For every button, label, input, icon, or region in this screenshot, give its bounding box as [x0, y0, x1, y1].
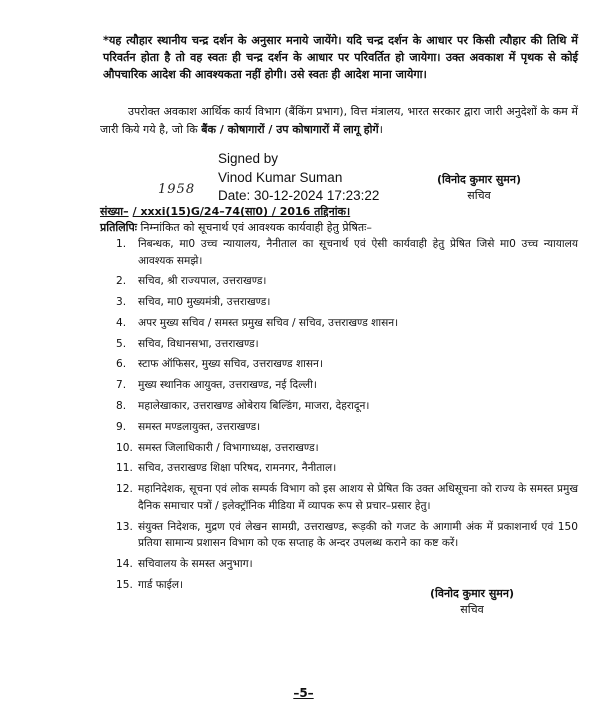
item-text: महानिदेशक, सूचना एवं लोक सम्पर्क विभाग को इस आशय से प्रेषित कि उक्त अधिसूचना को राज्य के समस्त प्रमुख दैनिक समाचार पत्रों / इलेक्ट्रॉनिक मीडिया में व्यापक रूप से प्रचार–प्रसार हेतु।	[138, 483, 578, 512]
item-number: 10.	[116, 441, 133, 454]
festival-note: *यह त्यौहार स्थानीय चन्द्र दर्शन के अनुसार मनाये जायेंगे। यदि चन्द्र दर्शन के आधार पर किसी त्यौहार की तिथि में परिवर्तन होता है तो वह स्वतः ही चन्द्र दर्शन के आधार पर परिवर्तित हो जायेगा। उक्त अवकाश में पृथक से कोई औपचारिक आदेश की आवश्यकता नहीं होगी। उसे स्वतः ही आदेश माना जायेगा।	[103, 34, 578, 81]
item-number: 14.	[116, 557, 133, 570]
item-text: स्टाफ ऑफिसर, मुख्य सचिव, उत्तराखण्ड शासन।	[138, 358, 323, 371]
paragraph-bold-text: बैंक / कोषागारों / उप कोषागारों में लागू होगें	[201, 123, 379, 136]
item-text: सचिव, श्री राज्यपाल, उत्तराखण्ड।	[138, 275, 267, 288]
list-item	[100, 481, 578, 514]
item-number: 5.	[116, 337, 127, 350]
item-number: 4.	[116, 316, 127, 329]
list-item	[100, 419, 578, 436]
paragraph-end: ।	[378, 123, 383, 136]
signatory-name: (विनोद कुमार सुमन)	[437, 173, 521, 186]
item-number: 7.	[116, 379, 127, 392]
item-number: 2.	[116, 275, 127, 288]
list-item	[100, 556, 578, 573]
list-item	[100, 460, 578, 477]
item-text: सचिव, विधानसभा, उत्तराखण्ड।	[138, 337, 259, 350]
item-text: महालेखाकार, उत्तराखण्ड ओबेराय बिल्डिंग, माजरा, देहरादून।	[138, 400, 370, 413]
item-number: 11.	[116, 462, 133, 475]
signed-by-label: Signed by	[218, 151, 279, 166]
reference-number: / xxxi(15)G/24–74(सा0) / 2016 तद्दिनांक।	[132, 205, 351, 218]
item-text: सचिव, मा0 मुख्यमंत्री, उत्तराखण्ड।	[138, 296, 271, 309]
copy-to-text: निम्नांकित को सूचनार्थ एवं आवश्यक कार्यवाही हेतु प्रेषितः–	[140, 221, 372, 234]
item-text: सचिव, उत्तराखण्ड शिक्षा परिषद, रामनगर, नैनीताल।	[138, 462, 337, 475]
list-item	[100, 356, 578, 373]
reference-label: संख्या–	[100, 205, 129, 218]
item-number: 13.	[116, 520, 133, 533]
list-item	[100, 377, 578, 394]
list-item	[100, 315, 578, 332]
handwritten-dispatch-number: 1958	[158, 182, 196, 197]
instruction-paragraph	[100, 103, 578, 139]
list-item	[100, 294, 578, 311]
list-item	[100, 519, 578, 552]
item-text: मुख्य स्थानिक आयुक्त, उत्तराखण्ड, नई दिल्ली।	[138, 379, 317, 392]
signatory-designation: सचिव	[467, 189, 491, 202]
list-item	[100, 273, 578, 290]
page-number-text: –5–	[293, 686, 314, 700]
item-text: संयुक्त निदेशक, मुद्रण एवं लेखन सामग्री, उत्तराखण्ड, रूड़की को गजट के आगामी अंक में प्रकाशनार्थ एवं 150 प्रतिया सामान्य प्रशासन विभाग को एक सप्ताह के अन्दर उपलब्ध कराने का कष्ट करें।	[138, 520, 578, 550]
signature-date: Date: 30-12-2024 17:23:22	[218, 188, 380, 203]
signatory-block-bottom	[407, 586, 537, 618]
signatory-block-top	[414, 172, 544, 204]
list-item	[100, 336, 578, 353]
digital-signature	[218, 150, 379, 206]
reference-line	[100, 204, 570, 220]
item-number: 9.	[116, 420, 127, 433]
item-text: समस्त मण्डलायुक्त, उत्तराखण्ड।	[138, 420, 261, 433]
item-number: 1.	[116, 238, 127, 250]
item-text: निबन्धक, मा0 उच्च न्यायालय, नैनीताल का सूचनार्थ एवं ऐसी कार्यवाही हेतु प्रेषित जिसे मा0 उच्च न्यायालय आवश्यक समझे।	[138, 238, 578, 267]
list-item	[100, 398, 578, 415]
item-text: गार्ड फाईल।	[138, 578, 184, 591]
recipient-list	[100, 236, 578, 597]
page-number	[0, 686, 607, 700]
item-text: समस्त जिलाधिकारी / विभागाध्यक्ष, उत्तराखण्ड।	[138, 441, 319, 454]
item-number: 3.	[116, 296, 127, 309]
item-number: 6.	[116, 358, 127, 371]
item-text: सचिवालय के समस्त अनुभाग।	[138, 557, 253, 570]
paragraph-text: उपरोक्त अवकाश आर्थिक कार्य विभाग (बैंकिंग प्रभाग), वित्त मंत्रालय, भारत सरकार द्वारा जारी अनुदेशों के कम में जारी किये गये है, जो कि	[100, 105, 578, 136]
item-number: 8.	[116, 400, 127, 413]
list-item	[100, 440, 578, 457]
list-item	[100, 236, 578, 269]
item-number: 12.	[116, 483, 133, 496]
signer-name: Vinod Kumar Suman	[218, 169, 343, 185]
copy-to-label: प्रतिलिपिः	[100, 221, 138, 234]
copy-to-intro	[100, 220, 578, 236]
item-text: अपर मुख्य सचिव / समस्त प्रमुख सचिव / सचिव, उत्तराखण्ड शासन।	[138, 316, 399, 329]
signatory-designation-bottom: सचिव	[460, 603, 484, 616]
signatory-name-bottom: (विनोद कुमार सुमन)	[430, 587, 514, 600]
item-number: 15.	[116, 578, 133, 591]
